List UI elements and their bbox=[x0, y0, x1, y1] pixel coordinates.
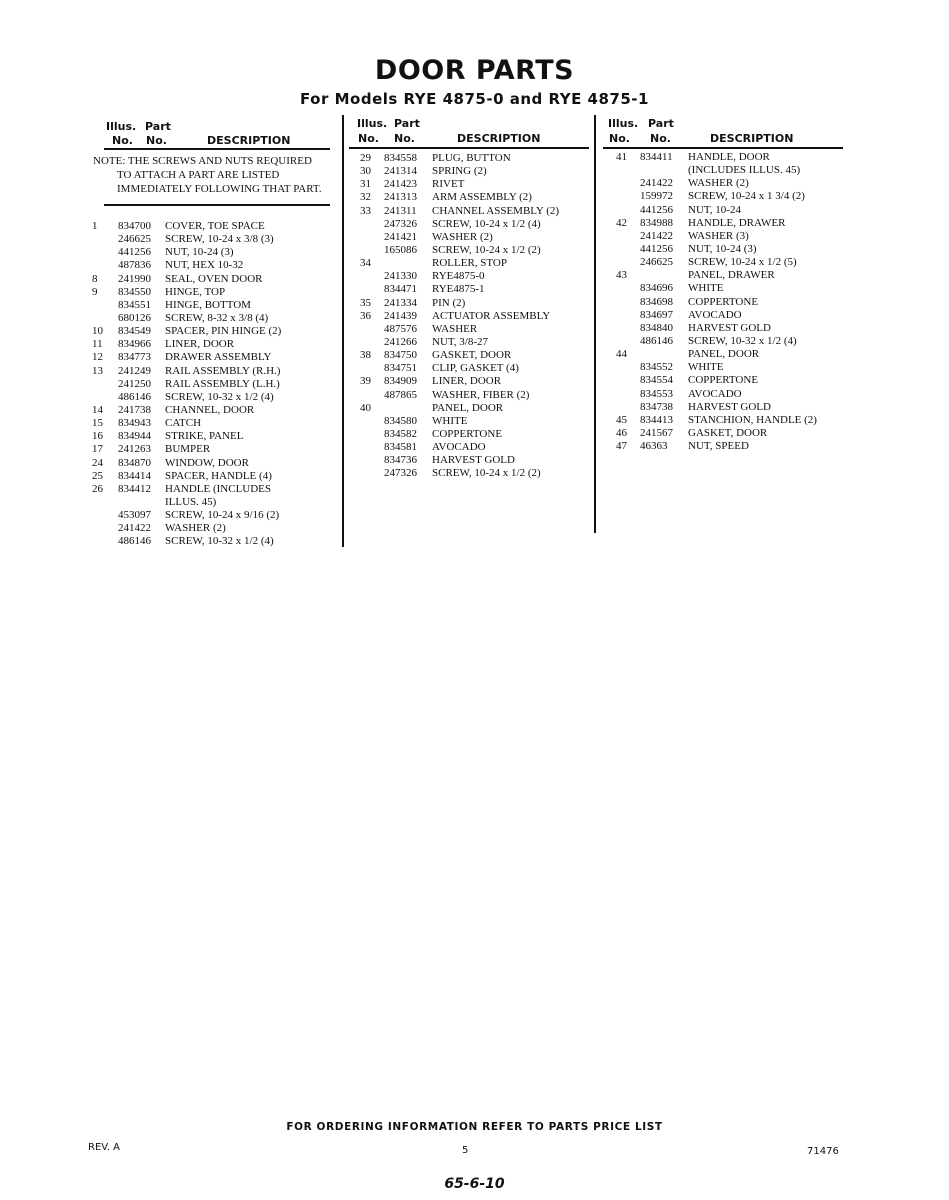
part-description: WHITE bbox=[688, 361, 724, 374]
part-number: 441256 bbox=[640, 203, 673, 216]
illus-number: 17 bbox=[92, 443, 103, 456]
part-number: 834840 bbox=[640, 321, 673, 334]
part-row bbox=[92, 417, 337, 430]
part-number: 241313 bbox=[384, 191, 417, 204]
part-row bbox=[360, 389, 590, 402]
part-row bbox=[616, 309, 846, 322]
header-part: Part bbox=[394, 117, 420, 130]
part-number: 453097 bbox=[118, 509, 151, 522]
part-description: COVER, TOE SPACE bbox=[165, 220, 265, 232]
part-row bbox=[92, 351, 337, 364]
part-description: ILLUS. 45) bbox=[165, 495, 217, 508]
part-description: NUT, 10-24 (3) bbox=[165, 246, 234, 259]
illus-number: 16 bbox=[92, 430, 103, 443]
part-number: 246625 bbox=[118, 233, 151, 246]
part-number: 487836 bbox=[118, 259, 151, 272]
part-row bbox=[92, 457, 337, 470]
part-row bbox=[360, 467, 590, 480]
part-description: ACTUATOR ASSEMBLY bbox=[432, 309, 551, 322]
part-description: BUMPER bbox=[165, 443, 211, 456]
illus-number: 31 bbox=[360, 178, 371, 191]
part-description: STANCHION, HANDLE (2) bbox=[688, 413, 817, 426]
divider bbox=[104, 204, 330, 206]
part-row bbox=[92, 535, 337, 548]
part-number: 834581 bbox=[384, 441, 417, 454]
part-description: HANDLE, DOOR bbox=[688, 151, 770, 163]
part-description: HARVEST GOLD bbox=[432, 454, 515, 467]
illus-number: 45 bbox=[616, 413, 627, 426]
part-description: PANEL, DOOR bbox=[688, 348, 760, 361]
part-description: SCREW, 10-24 x 3/8 (3) bbox=[165, 233, 274, 246]
illus-number: 12 bbox=[92, 351, 103, 364]
part-description: AVOCADO bbox=[688, 387, 742, 400]
header-description: DESCRIPTION bbox=[207, 134, 291, 147]
part-number: 241439 bbox=[384, 309, 417, 322]
illus-number: 42 bbox=[616, 216, 627, 229]
part-description: NUT, 10-24 bbox=[688, 203, 741, 216]
illus-number: 14 bbox=[92, 403, 103, 416]
part-description: RYE4875-0 bbox=[432, 270, 485, 283]
part-row bbox=[616, 164, 846, 177]
part-row bbox=[360, 349, 590, 362]
header-illus: Illus. bbox=[106, 120, 137, 133]
part-number: 680126 bbox=[118, 311, 151, 324]
part-row bbox=[616, 401, 846, 414]
part-row bbox=[92, 443, 337, 456]
part-row bbox=[92, 246, 337, 259]
part-row bbox=[616, 322, 846, 335]
part-row bbox=[92, 365, 337, 378]
part-row bbox=[92, 483, 337, 496]
part-row bbox=[360, 336, 590, 349]
part-description: WASHER (3) bbox=[688, 229, 749, 242]
part-description: DRAWER ASSEMBLY bbox=[165, 351, 272, 364]
part-number: 834696 bbox=[640, 282, 673, 295]
page-title: DOOR PARTS bbox=[374, 55, 575, 86]
part-description: NUT, HEX 10-32 bbox=[165, 259, 244, 272]
part-description: COPPERTONE bbox=[432, 427, 503, 440]
part-row bbox=[360, 415, 590, 428]
part-description: PANEL, DOOR bbox=[432, 401, 504, 414]
part-description: SPRING (2) bbox=[432, 165, 487, 178]
part-row bbox=[616, 374, 846, 387]
part-number: 241423 bbox=[384, 178, 417, 191]
part-row bbox=[360, 428, 590, 441]
part-number: 441256 bbox=[640, 242, 673, 255]
illus-number: 36 bbox=[360, 309, 371, 322]
part-description: CHANNEL, DOOR bbox=[165, 403, 255, 416]
part-description: RAIL ASSEMBLY (R.H.) bbox=[165, 364, 281, 377]
part-description: WASHER (2) bbox=[432, 230, 493, 243]
part-row bbox=[92, 509, 337, 522]
ordering-info: FOR ORDERING INFORMATION REFER TO PARTS PRICE LIST bbox=[286, 1121, 663, 1133]
part-number: 834751 bbox=[384, 362, 417, 375]
part-row bbox=[360, 178, 590, 191]
part-number: 486146 bbox=[640, 334, 673, 347]
part-number: 241249 bbox=[118, 364, 151, 377]
part-description: CLIP, GASKET (4) bbox=[432, 362, 519, 375]
divider bbox=[603, 147, 843, 149]
parts-list-2 bbox=[360, 152, 590, 481]
part-number: 834943 bbox=[118, 417, 151, 430]
part-description: WHITE bbox=[432, 414, 468, 427]
part-number: 834698 bbox=[640, 295, 673, 308]
illus-number: 40 bbox=[360, 401, 371, 414]
part-row bbox=[92, 404, 337, 417]
part-description: ROLLER, STOP bbox=[432, 257, 507, 270]
part-row bbox=[360, 375, 590, 388]
part-number: 834773 bbox=[118, 351, 151, 364]
illus-number: 34 bbox=[360, 257, 371, 270]
part-number: 241422 bbox=[118, 522, 151, 535]
part-description: PIN (2) bbox=[432, 296, 466, 309]
header-no: No. bbox=[650, 132, 671, 145]
part-description: WASHER, FIBER (2) bbox=[432, 388, 530, 401]
part-number: 834412 bbox=[118, 482, 151, 495]
part-number: 834870 bbox=[118, 456, 151, 469]
part-description: SCREW, 10-32 x 1/2 (4) bbox=[165, 390, 274, 403]
part-description: SCREW, 10-24 x 1/2 (4) bbox=[432, 217, 541, 230]
part-description: CATCH bbox=[165, 417, 202, 430]
part-row bbox=[360, 283, 590, 296]
part-row bbox=[616, 361, 846, 374]
part-description: HANDLE, DRAWER bbox=[688, 216, 786, 229]
note-line: IMMEDIATELY FOLLOWING THAT PART. bbox=[117, 183, 322, 195]
part-row bbox=[360, 362, 590, 375]
part-number: 834750 bbox=[384, 349, 417, 362]
part-row bbox=[616, 190, 846, 203]
part-number: 46363 bbox=[640, 440, 668, 453]
part-row bbox=[92, 286, 337, 299]
part-number: 834471 bbox=[384, 283, 417, 296]
illus-number: 44 bbox=[616, 348, 627, 361]
part-description: RIVET bbox=[432, 178, 465, 191]
part-row bbox=[92, 220, 337, 233]
illus-number: 24 bbox=[92, 456, 103, 469]
part-description: SPACER, HANDLE (4) bbox=[165, 469, 272, 482]
part-description: AVOCADO bbox=[688, 308, 742, 321]
page-number: 5 bbox=[462, 1145, 469, 1156]
part-description: WHITE bbox=[688, 282, 724, 295]
part-row bbox=[360, 257, 590, 270]
part-row bbox=[92, 470, 337, 483]
part-number: 834738 bbox=[640, 400, 673, 413]
part-description: LINER, DOOR bbox=[432, 375, 502, 388]
part-description: HARVEST GOLD bbox=[688, 321, 771, 334]
part-row bbox=[92, 233, 337, 246]
part-row bbox=[92, 378, 337, 391]
part-row bbox=[92, 496, 337, 509]
part-description: SCREW, 10-24 x 1/2 (2) bbox=[432, 243, 541, 256]
illus-number: 41 bbox=[616, 151, 627, 163]
part-description: STRIKE, PANEL bbox=[165, 430, 244, 443]
part-row bbox=[616, 427, 846, 440]
part-number: 159972 bbox=[640, 190, 673, 203]
part-row bbox=[360, 244, 590, 257]
part-number: 834580 bbox=[384, 414, 417, 427]
part-row bbox=[92, 338, 337, 351]
illus-number: 39 bbox=[360, 375, 371, 388]
part-row bbox=[360, 165, 590, 178]
part-number: 834582 bbox=[384, 427, 417, 440]
column-divider bbox=[342, 115, 344, 547]
part-description: PANEL, DRAWER bbox=[688, 269, 775, 282]
part-row bbox=[616, 440, 846, 453]
illus-number: 9 bbox=[92, 285, 98, 298]
part-row bbox=[360, 270, 590, 283]
part-description: SCREW, 10-24 x 1 3/4 (2) bbox=[688, 190, 805, 203]
illus-number: 32 bbox=[360, 191, 371, 204]
part-row bbox=[92, 430, 337, 443]
part-description: RYE4875-1 bbox=[432, 283, 485, 296]
part-description: SCREW, 10-32 x 1/2 (4) bbox=[165, 535, 274, 548]
header-description: DESCRIPTION bbox=[457, 132, 541, 145]
illus-number: 13 bbox=[92, 364, 103, 377]
illus-number: 47 bbox=[616, 440, 627, 453]
part-number: 834411 bbox=[640, 151, 673, 163]
part-number: 241311 bbox=[384, 204, 417, 217]
part-row bbox=[360, 323, 590, 336]
part-row bbox=[616, 296, 846, 309]
part-description: GASKET, DOOR bbox=[688, 426, 768, 439]
part-number: 241422 bbox=[640, 177, 673, 190]
part-number: 241263 bbox=[118, 443, 151, 456]
note bbox=[93, 154, 322, 196]
part-number: 241334 bbox=[384, 296, 417, 309]
part-description: SCREW, 10-32 x 1/2 (4) bbox=[688, 334, 797, 347]
part-row bbox=[616, 230, 846, 243]
part-number: 834966 bbox=[118, 338, 151, 351]
divider bbox=[104, 148, 330, 150]
part-row bbox=[92, 522, 337, 535]
part-number: 486146 bbox=[118, 535, 151, 548]
part-row bbox=[616, 388, 846, 401]
illus-number: 11 bbox=[92, 338, 103, 351]
illus-number: 30 bbox=[360, 165, 371, 178]
part-row bbox=[360, 441, 590, 454]
part-description: SPACER, PIN HINGE (2) bbox=[165, 325, 282, 338]
header-no: No. bbox=[146, 134, 167, 147]
part-row bbox=[616, 243, 846, 256]
part-number: 834697 bbox=[640, 308, 673, 321]
part-number: 834554 bbox=[640, 374, 673, 387]
part-number: 241422 bbox=[640, 229, 673, 242]
illus-number: 25 bbox=[92, 469, 103, 482]
part-description: RAIL ASSEMBLY (L.H.) bbox=[165, 377, 280, 390]
note-line: TO ATTACH A PART ARE LISTED bbox=[117, 169, 280, 181]
parts-list-1 bbox=[92, 220, 337, 549]
header-description: DESCRIPTION bbox=[710, 132, 794, 145]
part-row bbox=[616, 269, 846, 282]
header-part: Part bbox=[648, 117, 674, 130]
part-number: 241266 bbox=[384, 335, 417, 348]
illus-number: 8 bbox=[92, 272, 98, 285]
part-row bbox=[92, 299, 337, 312]
part-row bbox=[92, 312, 337, 325]
part-number: 834944 bbox=[118, 430, 151, 443]
divider bbox=[349, 147, 589, 149]
part-number: 834551 bbox=[118, 298, 151, 311]
part-description: NUT, 10-24 (3) bbox=[688, 242, 757, 255]
part-row bbox=[92, 391, 337, 404]
part-number: 247326 bbox=[384, 467, 417, 480]
part-row bbox=[360, 297, 590, 310]
part-description: NUT, 3/8-27 bbox=[432, 335, 489, 348]
part-description: GASKET, DOOR bbox=[432, 349, 512, 362]
header-illus: Illus. bbox=[357, 117, 388, 130]
part-description: (INCLUDES ILLUS. 45) bbox=[688, 164, 801, 177]
header-no: No. bbox=[358, 132, 379, 145]
part-description: SCREW, 8-32 x 3/8 (4) bbox=[165, 311, 269, 324]
part-number: 241250 bbox=[118, 377, 151, 390]
part-number: 834414 bbox=[118, 469, 151, 482]
part-description: HINGE, TOP bbox=[165, 285, 226, 298]
part-row bbox=[360, 205, 590, 218]
header-no: No. bbox=[394, 132, 415, 145]
part-number: 486146 bbox=[118, 390, 151, 403]
doc-number: 71476 bbox=[807, 1146, 839, 1157]
part-description: AVOCADO bbox=[432, 441, 486, 454]
column-divider bbox=[594, 115, 596, 533]
part-number: 241567 bbox=[640, 426, 673, 439]
part-description: WASHER (2) bbox=[165, 522, 226, 535]
part-row bbox=[360, 402, 590, 415]
revision: REV. A bbox=[88, 1142, 121, 1153]
part-description: WASHER (2) bbox=[688, 177, 749, 190]
part-row bbox=[360, 152, 590, 165]
header-part: Part bbox=[145, 120, 171, 133]
part-row bbox=[616, 348, 846, 361]
illus-number: 43 bbox=[616, 269, 627, 282]
part-number: 241421 bbox=[384, 230, 417, 243]
part-number: 246625 bbox=[640, 256, 673, 269]
header-no: No. bbox=[112, 134, 133, 147]
part-number: 834553 bbox=[640, 387, 673, 400]
part-number: 834552 bbox=[640, 361, 673, 374]
part-row bbox=[616, 335, 846, 348]
part-row bbox=[92, 325, 337, 338]
part-number: 241990 bbox=[118, 272, 151, 285]
part-number: 834413 bbox=[640, 413, 673, 426]
illus-number: 46 bbox=[616, 426, 627, 439]
part-description: SEAL, OVEN DOOR bbox=[165, 272, 263, 285]
note-line: NOTE: THE SCREWS AND NUTS REQUIRED bbox=[93, 155, 312, 167]
part-number: 165086 bbox=[384, 243, 417, 256]
header-no: No. bbox=[609, 132, 630, 145]
part-description: HINGE, BOTTOM bbox=[165, 298, 251, 311]
part-row bbox=[360, 218, 590, 231]
part-row bbox=[616, 177, 846, 190]
part-row bbox=[92, 273, 337, 286]
part-description: SCREW, 10-24 x 9/16 (2) bbox=[165, 509, 280, 522]
part-number: 834550 bbox=[118, 285, 151, 298]
illus-number: 29 bbox=[360, 152, 371, 164]
part-row bbox=[616, 414, 846, 427]
part-description: WASHER bbox=[432, 322, 478, 335]
part-row bbox=[616, 204, 846, 217]
part-number: 487865 bbox=[384, 388, 417, 401]
part-number: 487576 bbox=[384, 322, 417, 335]
part-number: 241738 bbox=[118, 403, 151, 416]
part-number: 834549 bbox=[118, 325, 151, 338]
part-number: 834736 bbox=[384, 454, 417, 467]
part-description: ARM ASSEMBLY (2) bbox=[432, 191, 532, 204]
part-description: COPPERTONE bbox=[688, 374, 759, 387]
illus-number: 1 bbox=[92, 220, 98, 232]
part-number: 834700 bbox=[118, 220, 151, 232]
part-row bbox=[360, 231, 590, 244]
part-description: HARVEST GOLD bbox=[688, 400, 771, 413]
part-description: COPPERTONE bbox=[688, 295, 759, 308]
illus-number: 10 bbox=[92, 325, 103, 338]
illus-number: 26 bbox=[92, 482, 103, 495]
illus-number: 38 bbox=[360, 349, 371, 362]
part-description: SCREW, 10-24 x 1/2 (5) bbox=[688, 256, 797, 269]
part-description: PLUG, BUTTON bbox=[432, 152, 511, 164]
illus-number: 15 bbox=[92, 417, 103, 430]
part-row bbox=[616, 282, 846, 295]
part-row bbox=[616, 217, 846, 230]
part-description: NUT, SPEED bbox=[688, 440, 749, 453]
part-number: 241330 bbox=[384, 270, 417, 283]
part-description: LINER, DOOR bbox=[165, 338, 235, 351]
part-description: CHANNEL ASSEMBLY (2) bbox=[432, 204, 560, 217]
page-subtitle: For Models RYE 4875-0 and RYE 4875-1 bbox=[300, 90, 649, 108]
illus-number: 35 bbox=[360, 296, 371, 309]
part-number: 247326 bbox=[384, 217, 417, 230]
part-description: WINDOW, DOOR bbox=[165, 456, 249, 469]
part-number: 834558 bbox=[384, 152, 417, 164]
part-row bbox=[92, 259, 337, 272]
illus-number: 33 bbox=[360, 204, 371, 217]
part-number: 834988 bbox=[640, 216, 673, 229]
handwritten-note: 65-6-10 bbox=[444, 1176, 505, 1192]
part-row bbox=[616, 256, 846, 269]
part-description: HANDLE (INCLUDES bbox=[165, 482, 272, 495]
part-description: SCREW, 10-24 x 1/2 (2) bbox=[432, 467, 541, 480]
part-row bbox=[360, 454, 590, 467]
part-number: 441256 bbox=[118, 246, 151, 259]
part-number: 834909 bbox=[384, 375, 417, 388]
part-number: 241314 bbox=[384, 165, 417, 178]
header-illus: Illus. bbox=[608, 117, 639, 130]
part-row bbox=[360, 191, 590, 204]
parts-list-3 bbox=[616, 151, 846, 453]
part-row bbox=[616, 151, 846, 164]
part-row bbox=[360, 310, 590, 323]
